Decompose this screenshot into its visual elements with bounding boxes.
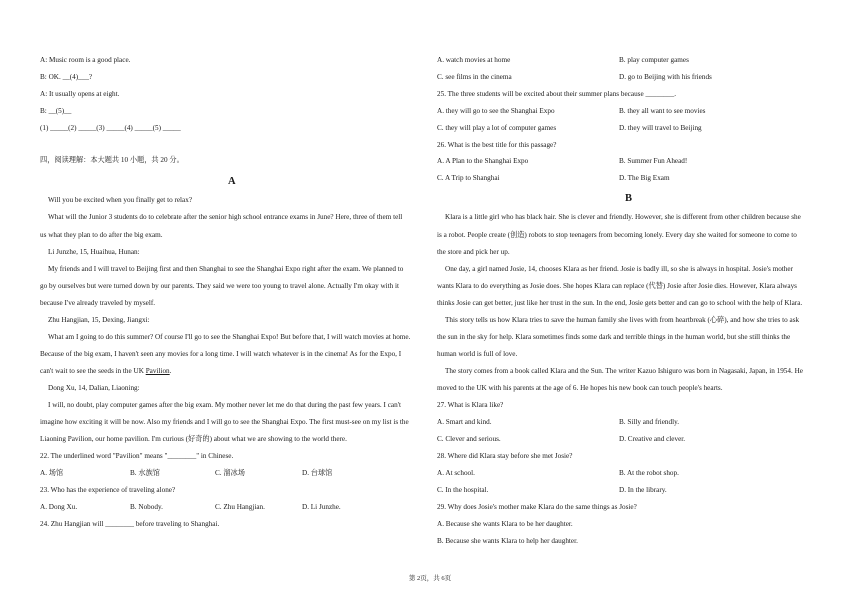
passage-line: the store and pick her up.: [437, 248, 510, 256]
dialogue-line: B: OK. __(4)___?: [40, 73, 93, 81]
passage-line: What will the Junior 3 students do to celebrate after the senior high school entrance exams in June? Here, three of them tell: [48, 213, 403, 221]
passage-line: go by ourselves but were turned down by our parents. They said we were too young to travel alone. Actually I'm okay with it: [40, 282, 400, 290]
option[interactable]: C. they will play a lot of computer games: [437, 124, 557, 132]
option[interactable]: A. Because she wants Klara to be her daughter.: [437, 520, 573, 528]
option[interactable]: A. A Plan to the Shanghai Expo: [437, 157, 529, 165]
option[interactable]: A. Dong Xu.: [40, 503, 78, 511]
dialogue-line: A: Music room is a good place.: [40, 56, 131, 64]
question-29: 29. Why does Josie's mother make Klara do the same things as Josie?: [437, 503, 637, 511]
passage-line: moved to the UK with his parents at the age of 6. He hopes his new book can touch people's hearts.: [437, 384, 723, 392]
passage-line: Liaoning Pavilion, our home pavilion. I'm curious (好奇的) about what we are showing to the world there.: [40, 435, 347, 443]
passage-line: human world is full of love.: [437, 350, 518, 358]
option[interactable]: D. In the library.: [619, 486, 667, 494]
passage-line: Klara is a little girl who has black hair. She is clever and friendly. However, she is different from other children because she: [445, 213, 801, 221]
page-footer: 第 2页，共 6页: [408, 575, 452, 582]
passage-a-heading: A: [228, 176, 236, 187]
passage-line: I will, no doubt, play computer games after the big exam. My mother never let me do that during the past few years. I can't: [48, 401, 401, 409]
passage-line: us what they plan to do after the big exam.: [40, 231, 163, 239]
question-25: 25. The three students will be excited about their summer plans because ________.: [437, 90, 676, 98]
passage-line: the sun in the sky for help. Klara sometimes finds some dark and terrible things in the human world, but she still thinks the: [437, 333, 791, 341]
option[interactable]: D. go to Beijing with his friends: [619, 73, 712, 81]
passage-line: Zhu Hangjian, 15, Dexing, Jiangxi:: [48, 316, 150, 324]
question-23: 23. Who has the experience of traveling alone?: [40, 486, 176, 494]
option[interactable]: B. they all want to see movies: [619, 107, 706, 115]
question-22: 22. The underlined word "Pavilion" means "________" in Chinese.: [40, 452, 234, 460]
option[interactable]: C. see films in the cinema: [437, 73, 512, 81]
option[interactable]: B. At the robot shop.: [619, 469, 679, 477]
option[interactable]: C. In the hospital.: [437, 486, 489, 494]
option[interactable]: D. Li Junzhe.: [302, 503, 341, 511]
dialogue-line: B: __(5)__: [40, 107, 72, 115]
dialogue-line: A: It usually opens at eight.: [40, 90, 120, 98]
passage-line: can't wait to see the seeds in the UK Pavilion.: [40, 367, 172, 375]
option[interactable]: B. Summer Fun Ahead!: [619, 157, 688, 165]
option[interactable]: B. Because she wants Klara to help her daughter.: [437, 537, 578, 545]
passage-line: One day, a girl named Josie, 14, chooses Klara as her friend. Josie is badly ill, so she is always in hospital. Josie's mother: [445, 265, 793, 273]
passage-line: is a robot. People create (创造) robots to stop teenagers from becoming lonely. Every day she waited for someone to come to: [437, 231, 797, 239]
option[interactable]: D. Creative and clever.: [619, 435, 686, 443]
question-26: 26. What is the best title for this passage?: [437, 141, 557, 149]
question-27: 27. What is Klara like?: [437, 401, 504, 409]
option[interactable]: A. watch movies at home: [437, 56, 511, 64]
option[interactable]: B. play computer games: [619, 56, 689, 64]
passage-line: imagine how exciting it will be now. Also my friends and I will go to see the Shanghai Expo. The first must-see on my list is the: [40, 418, 409, 426]
option[interactable]: A. 场馆: [40, 469, 64, 477]
section-title: 四，阅读理解：本大题共 10 小题，共 20 分。: [40, 156, 184, 164]
option[interactable]: D. 台球馆: [302, 469, 333, 477]
passage-line: This story tells us how Klara tries to save the human family she lives with from heartbreak (心碎), and how she tries to ask: [445, 316, 800, 324]
passage-text: can't wait to see the seeds in the UK: [40, 367, 146, 375]
passage-line: because I've already traveled by myself.: [40, 299, 156, 307]
option[interactable]: B. 水族馆: [130, 469, 160, 477]
option[interactable]: D. The Big Exam: [619, 174, 670, 182]
passage-line: The story comes from a book called Klara and the Sun. The writer Kazuo Ishiguro was born in Nagasaki, Japan, in 1954. He: [445, 367, 803, 375]
passage-line: Will you be excited when you finally get to relax?: [48, 196, 193, 204]
passage-b-heading: B: [625, 193, 633, 204]
passage-line: My friends and I will travel to Beijing first and then Shanghai to see the Shanghai Expo right after the exam. We planned to: [48, 265, 404, 273]
option[interactable]: C. Zhu Hangjian.: [215, 503, 265, 511]
question-24: 24. Zhu Hangjian will ________ before traveling to Shanghai.: [40, 520, 220, 528]
underlined-word: Pavilion: [145, 367, 170, 375]
option[interactable]: C. Clever and serious.: [437, 435, 501, 443]
passage-line: What am I going to do this summer? Of course I'll go to see the Shanghai Expo! But before that, I will watch movies at home.: [48, 333, 411, 341]
passage-line: Li Junzhe, 15, Huaihua, Hunan:: [48, 248, 140, 256]
option[interactable]: C. A Trip to Shanghai: [437, 174, 500, 182]
option[interactable]: C. 溜冰场: [215, 469, 245, 477]
passage-line: wants Klara to do everything as Josie does. She hopes Klara can replace (代替) Josie after Josie dies. However, Klara always: [437, 282, 797, 290]
answer-blanks: (1) _____(2) _____(3) _____(4) _____(5) _____: [40, 124, 181, 132]
option[interactable]: A. At school.: [437, 469, 475, 477]
option[interactable]: B. Nobody.: [130, 503, 163, 511]
option[interactable]: D. they will travel to Beijing: [619, 124, 702, 132]
passage-line: thinks Josie can get better, just like her trust in the sun. In the end, Josie gets better and can go to school with the help of Klara.: [437, 299, 803, 307]
passage-line: Dong Xu, 14, Dalian, Liaoning:: [48, 384, 140, 392]
option[interactable]: A. they will go to see the Shanghai Expo: [437, 107, 555, 115]
question-28: 28. Where did Klara stay before she met Josie?: [437, 452, 573, 460]
option[interactable]: A. Smart and kind.: [437, 418, 492, 426]
option[interactable]: B. Silly and friendly.: [619, 418, 680, 426]
passage-line: Because of the big exam, I haven't seen any movies for a long time. I will watch whatever is in the cinema! As for the Expo, I: [40, 350, 402, 358]
